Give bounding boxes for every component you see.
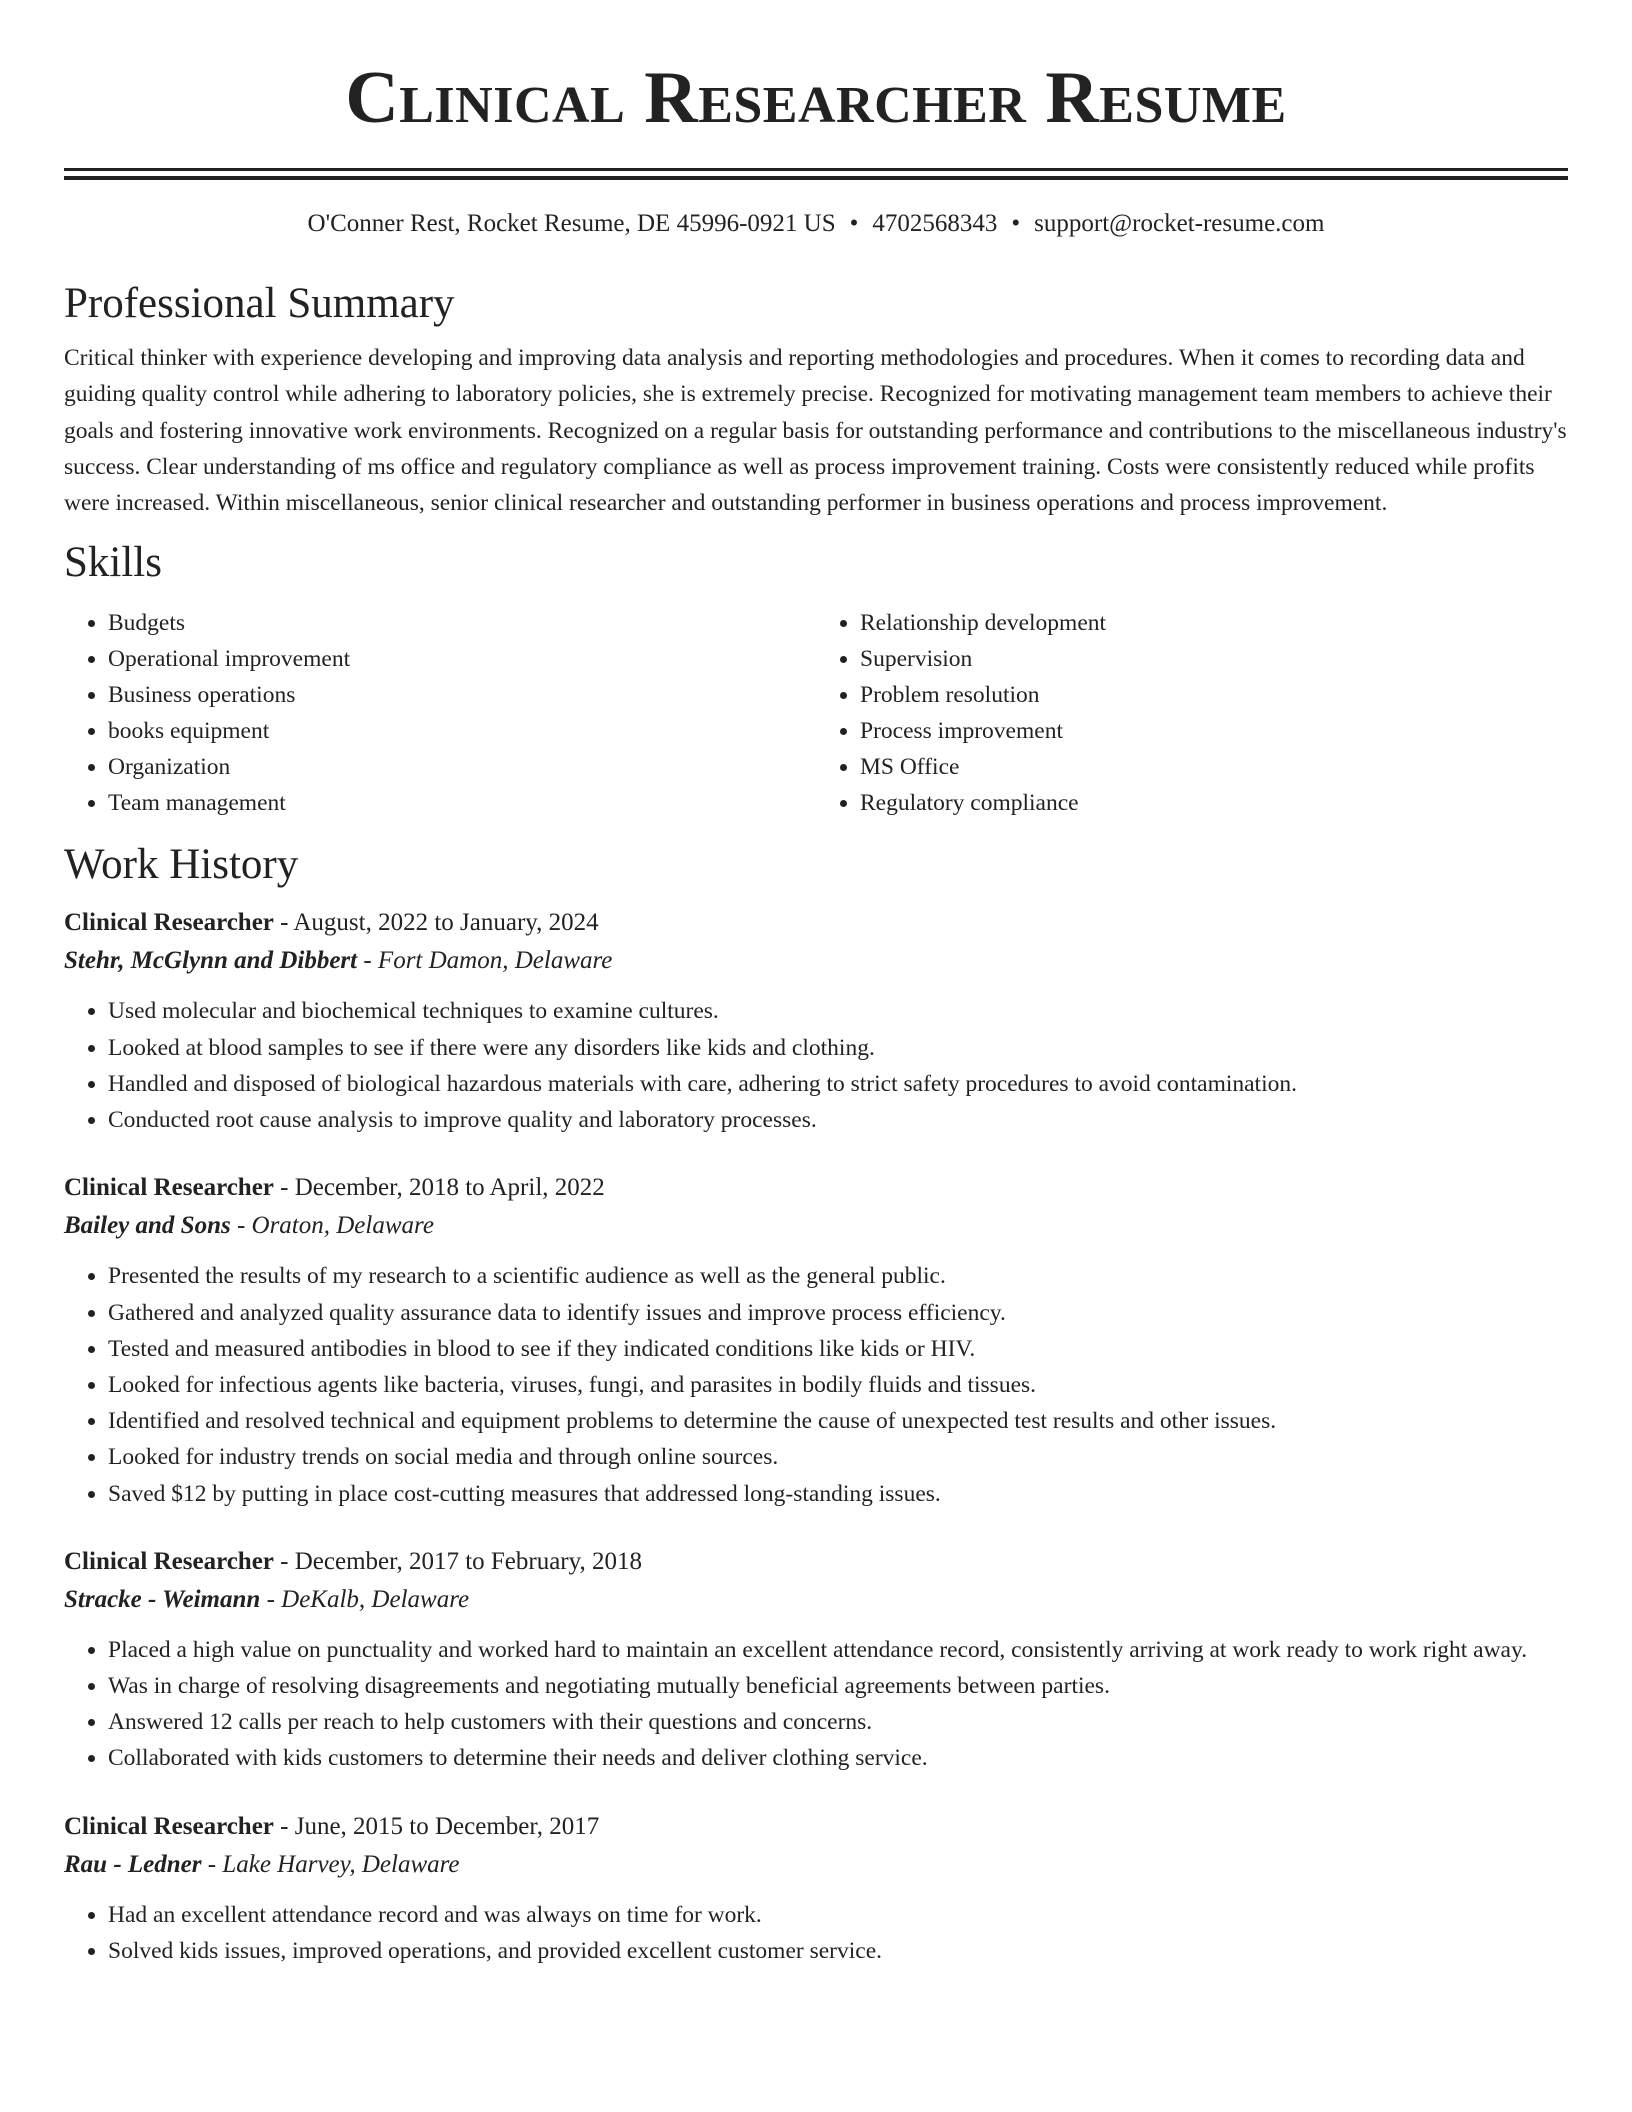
job-entry — [64, 905, 1568, 1138]
duty-item: • Presented the results of my research to a scientific audience as well as the general public. — [108, 1258, 1568, 1294]
job-location: - Lake Harvey, Delaware — [201, 1850, 460, 1878]
job-title-line — [64, 1809, 1568, 1845]
job-company-line — [64, 1206, 1568, 1246]
job-location: - Fort Damon, Delaware — [357, 947, 613, 975]
skill-item: • MS Office — [860, 749, 1568, 785]
job-company-line — [64, 941, 1568, 981]
job-dates: - December, 2017 to February, 2018 — [273, 1547, 643, 1575]
job-entry — [64, 1809, 1568, 1969]
page-title: Clinical Researcher Resume — [345, 57, 1287, 139]
duty-item: • Tested and measured antibodies in blood to see if they indicated conditions like kids or HIV. — [108, 1331, 1568, 1367]
job-dates: - December, 2018 to April, 2022 — [273, 1174, 605, 1202]
skills-columns — [64, 605, 1568, 821]
job-duties-list — [64, 1632, 1568, 1777]
job-location: - DeKalb, Delaware — [260, 1585, 470, 1613]
contact-line — [64, 208, 1568, 240]
job-company: Bailey and Sons — [64, 1212, 231, 1240]
skills-heading: Skills — [64, 539, 162, 587]
job-entry — [64, 1170, 1568, 1511]
job-location: - Oraton, Delaware — [230, 1212, 434, 1240]
job-duties-list — [64, 1258, 1568, 1511]
skill-item: • Regulatory compliance — [860, 785, 1568, 821]
job-dates: - June, 2015 to December, 2017 — [273, 1812, 600, 1840]
duty-item: • Looked at blood samples to see if there were any disorders like kids and clothing. — [108, 1030, 1568, 1066]
skill-item: • Business operations — [108, 677, 816, 713]
job-title-line — [64, 905, 1568, 941]
duty-item: • Looked for industry trends on social media and through online sources. — [108, 1439, 1568, 1475]
job-company: Rau - Ledner — [64, 1850, 202, 1878]
skill-item: • Team management — [108, 785, 816, 821]
contact-separator: • — [849, 210, 859, 237]
job-company: Stracke - Weimann — [64, 1585, 261, 1613]
duty-item: • Placed a high value on punctuality and worked hard to maintain an excellent attendance record, consistently arriving at work ready to work right away. — [108, 1632, 1568, 1668]
contact-phone: 4702568343 — [872, 210, 998, 237]
job-company-line — [64, 1845, 1568, 1885]
skill-item: • Organization — [108, 749, 816, 785]
job-duties-list — [64, 1897, 1568, 1969]
title-double-rule — [64, 168, 1568, 180]
job-title: Clinical Researcher — [64, 909, 274, 937]
job-title: Clinical Researcher — [64, 1174, 274, 1202]
skill-item: • Process improvement — [860, 713, 1568, 749]
duty-item: • Gathered and analyzed quality assurance data to identify issues and improve process efficiency. — [108, 1295, 1568, 1331]
skill-item: • Problem resolution — [860, 677, 1568, 713]
job-company: Stehr, McGlynn and Dibbert — [64, 947, 358, 975]
job-title-line — [64, 1170, 1568, 1206]
job-title: Clinical Researcher — [64, 1547, 274, 1575]
work-history-heading: Work History — [64, 841, 299, 889]
duty-item: • Had an excellent attendance record and was always on time for work. — [108, 1897, 1568, 1933]
duty-item: • Answered 12 calls per reach to help customers with their questions and concerns. — [108, 1704, 1568, 1740]
summary-heading: Professional Summary — [64, 280, 455, 327]
duty-item: • Identified and resolved technical and equipment problems to determine the cause of unexpected test results and other issues. — [108, 1403, 1568, 1439]
duty-item: • Saved $12 by putting in place cost-cutting measures that addressed long-standing issues. — [108, 1476, 1568, 1512]
job-title: Clinical Researcher — [64, 1812, 274, 1840]
job-title-line — [64, 1544, 1568, 1580]
duty-item: • Collaborated with kids customers to determine their needs and deliver clothing service. — [108, 1740, 1568, 1776]
duty-item: • Used molecular and biochemical techniques to examine cultures. — [108, 993, 1568, 1029]
contact-separator: • — [1011, 210, 1021, 237]
contact-address: O'Conner Rest, Rocket Resume, DE 45996-0921 US — [307, 210, 836, 237]
skills-right-list — [816, 605, 1568, 821]
summary-text: Critical thinker with experience developing and improving data analysis and reporting methodologies and procedures. When it comes to recording data and guiding quality control while adhering to laboratory policies, she is extremely precise. Recognized for motivating management team members to achieve their goals and fostering innovative work environments. Recognized on a regular basis for outstanding performance and contributions to the miscellaneous industry's success. Clear understanding of ms office and regulatory compliance as well as process improvement training. Costs were consistently reduced while profits were increased. Within miscellaneous, senior clinical researcher and outstanding performer in business operations and process improvement. — [64, 345, 1567, 517]
duty-item: • Looked for infectious agents like bacteria, viruses, fungi, and parasites in bodily fluids and tissues. — [108, 1367, 1568, 1403]
job-entry — [64, 1544, 1568, 1777]
skill-item: • Operational improvement — [108, 641, 816, 677]
job-company-line — [64, 1580, 1568, 1620]
skill-item: • Supervision — [860, 641, 1568, 677]
skill-item: • Budgets — [108, 605, 816, 641]
duty-item: • Solved kids issues, improved operations, and provided excellent customer service. — [108, 1933, 1568, 1969]
duty-item: • Was in charge of resolving disagreements and negotiating mutually beneficial agreements between parties. — [108, 1668, 1568, 1704]
job-dates: - August, 2022 to January, 2024 — [273, 909, 599, 937]
skill-item: • Relationship development — [860, 605, 1568, 641]
contact-email: support@rocket-resume.com — [1034, 210, 1325, 237]
skills-left-list — [64, 605, 816, 821]
duty-item: • Handled and disposed of biological hazardous materials with care, adhering to strict safety procedures to avoid contamination. — [108, 1066, 1568, 1102]
skill-item: • books equipment — [108, 713, 816, 749]
job-duties-list — [64, 993, 1568, 1138]
duty-item: • Conducted root cause analysis to improve quality and laboratory processes. — [108, 1102, 1568, 1138]
